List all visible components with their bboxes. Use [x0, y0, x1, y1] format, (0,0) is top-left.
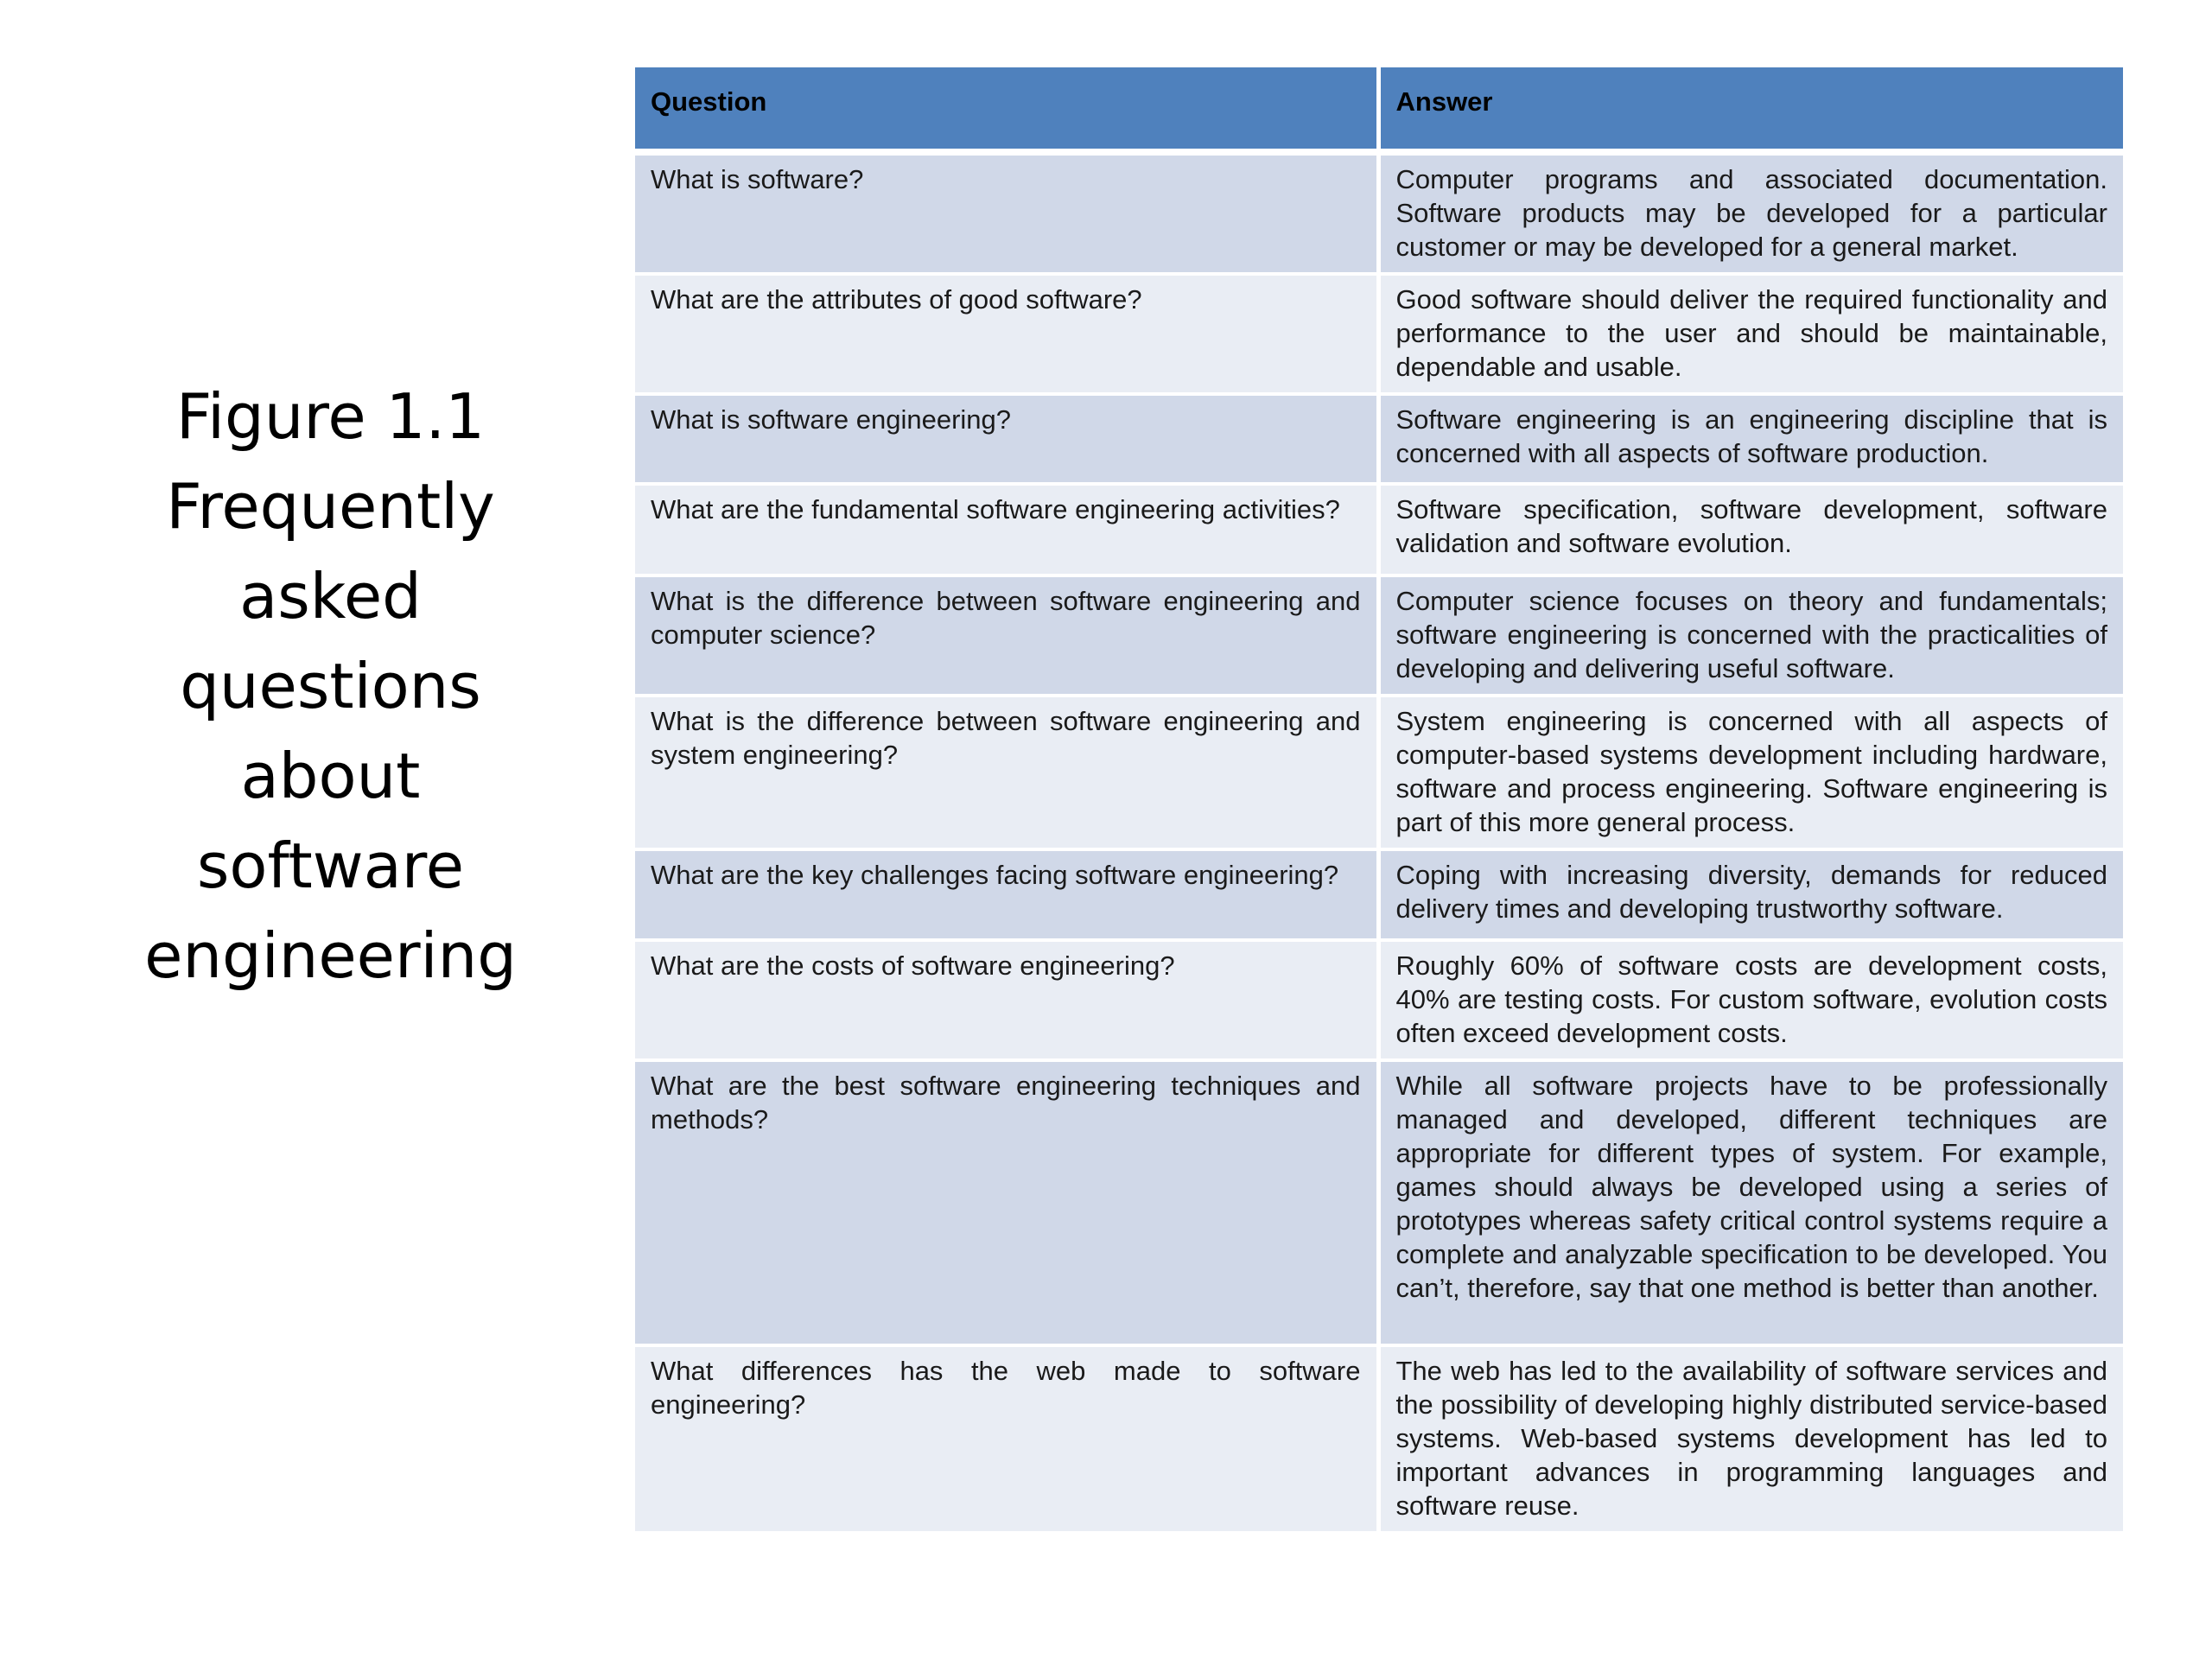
answer-cell: Software engineering is an engineering discipline that is concerned with all aspects of software production.: [1378, 394, 2123, 484]
answer-cell: Software specification, software development, software validation and software evolution.: [1378, 484, 2123, 575]
caption-line: asked: [239, 560, 422, 632]
question-cell: What is the difference between software engineering and system engineering?: [635, 696, 1378, 849]
answer-cell: Computer science focuses on theory and fundamentals; software engineering is concerned with the practicalities of developing and delivering useful software.: [1378, 575, 2123, 696]
table-row: [635, 484, 2123, 575]
question-cell: What are the costs of software engineering?: [635, 940, 1378, 1060]
answer-header: Answer: [1378, 67, 2123, 152]
question-cell: What are the best software engineering techniques and methods?: [635, 1060, 1378, 1345]
faq-table: [635, 67, 2123, 1535]
question-cell: What is the difference between software engineering and computer science?: [635, 575, 1378, 696]
answer-cell: Roughly 60% of software costs are development costs, 40% are testing costs. For custom software, evolution costs often exceed development costs.: [1378, 940, 2123, 1060]
caption-line: Figure 1.1: [175, 380, 486, 453]
question-cell: What are the attributes of good software?: [635, 274, 1378, 394]
caption-line: software: [196, 830, 465, 902]
answer-cell: Coping with increasing diversity, demands for reduced delivery times and developing trustworthy software.: [1378, 849, 2123, 940]
answer-cell: The web has led to the availability of software services and the possibility of developing highly distributed service-based systems. Web-based systems development has led to important advances in programming languages and software reuse.: [1378, 1345, 2123, 1533]
table-row: [635, 394, 2123, 484]
table-row: [635, 274, 2123, 394]
table-row: [635, 152, 2123, 274]
caption-line: questions: [180, 650, 481, 722]
answer-cell: Computer programs and associated documentation. Software products may be developed for a particular customer or may be developed for a general market.: [1378, 152, 2123, 274]
question-cell: What is software?: [635, 152, 1378, 274]
table-row: [635, 849, 2123, 940]
table-row: [635, 940, 2123, 1060]
question-cell: What are the key challenges facing software engineering?: [635, 849, 1378, 940]
table-row: [635, 696, 2123, 849]
caption-line: Frequently: [166, 470, 495, 543]
answer-cell: While all software projects have to be professionally managed and developed, different techniques are appropriate for different types of system. For example, games should always be developed using a series of prototypes whereas safety critical control systems require a complete and analyzable specification to be developed. You can’t, therefore, say that one method is better than another.: [1378, 1060, 2123, 1345]
question-cell: What is software engineering?: [635, 394, 1378, 484]
table-row: [635, 1345, 2123, 1533]
question-cell: What differences has the web made to software engineering?: [635, 1345, 1378, 1533]
answer-cell: System engineering is concerned with all aspects of computer-based systems development including hardware, software and process engineering. Software engineering is part of this more general process.: [1378, 696, 2123, 849]
question-header: Question: [635, 67, 1378, 152]
table-row: [635, 575, 2123, 696]
table-header-row: [635, 67, 2123, 152]
figure-caption: [52, 372, 609, 1001]
caption-line: engineering: [144, 919, 517, 992]
caption-line: about: [240, 740, 421, 812]
table-row: [635, 1060, 2123, 1345]
question-cell: What are the fundamental software engineering activities?: [635, 484, 1378, 575]
answer-cell: Good software should deliver the required functionality and performance to the user and should be maintainable, dependable and usable.: [1378, 274, 2123, 394]
